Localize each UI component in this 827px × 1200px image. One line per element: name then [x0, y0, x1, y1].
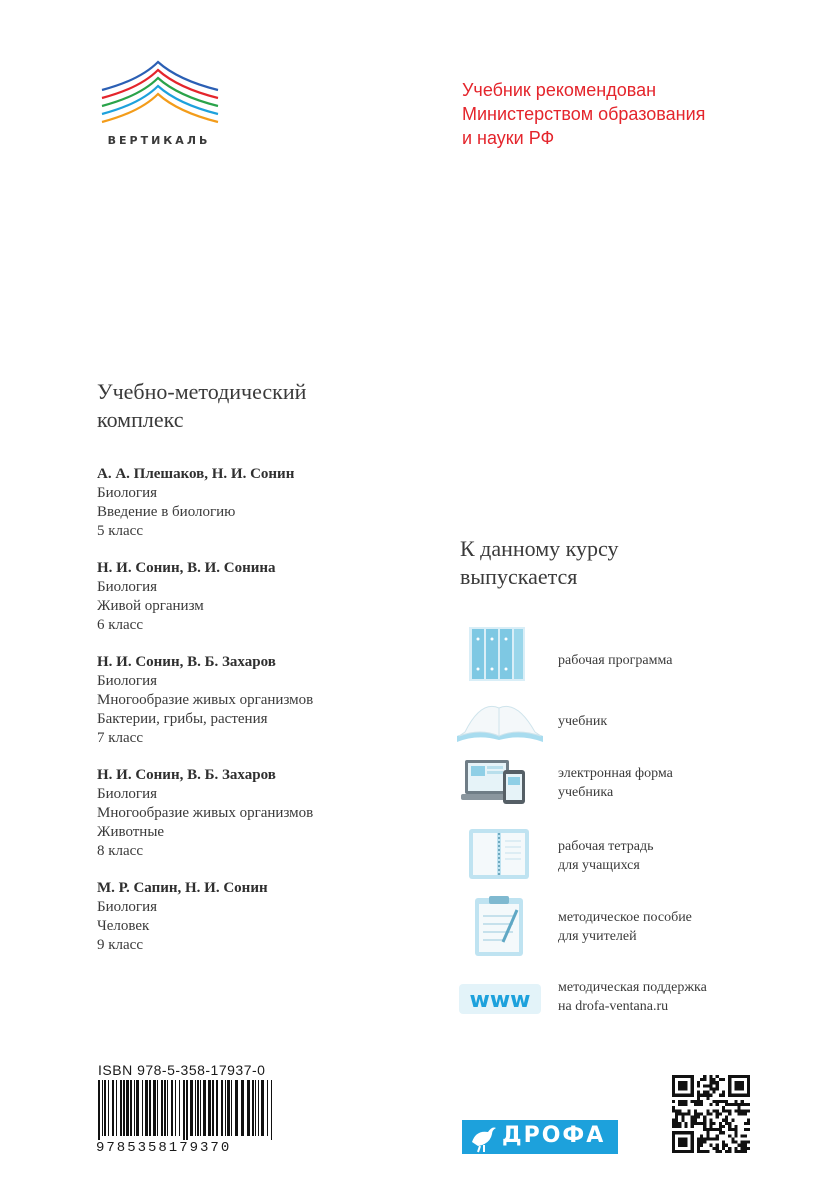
- course-item-label-line: рабочая программа: [558, 653, 673, 668]
- book-authors: А. А. Плешаков, Н. И. Сонин: [97, 466, 295, 482]
- book-entry: [97, 879, 417, 955]
- book-authors: Н. И. Сонин, В. Б. Захаров: [97, 654, 276, 670]
- qr-code-icon: [672, 1075, 750, 1153]
- recommendation-line: Учебник рекомендован: [462, 80, 657, 100]
- course-item-label: [558, 837, 654, 875]
- book-line: Биология: [97, 579, 158, 595]
- course-item: [455, 896, 795, 956]
- book-authors: Н. И. Сонин, В. И. Сонина: [97, 560, 276, 576]
- course-item-label-line: рабочая тетрадь: [558, 839, 654, 854]
- course-title: [460, 535, 619, 591]
- book-line: Введение в биологию: [97, 504, 236, 520]
- www-icon: [455, 970, 545, 1030]
- book-line: 8 класс: [97, 843, 143, 859]
- course-item: [455, 970, 795, 1030]
- book-line: Человек: [97, 918, 150, 934]
- book-line: Биология: [97, 786, 158, 802]
- course-item: [455, 825, 795, 885]
- course-item-label-line: электронная форма: [558, 766, 673, 781]
- barcode-digits: 9785358179370: [96, 1140, 232, 1156]
- course-item-label-line: методическая поддержка: [558, 980, 707, 995]
- course-item-label-line: учебник: [558, 714, 608, 729]
- book-line: Живой организм: [97, 598, 204, 614]
- bird-icon: [466, 1120, 500, 1154]
- course-item-label-line: на drofa-ventana.ru: [558, 999, 669, 1014]
- course-item-label-line: для учащихся: [558, 858, 640, 873]
- logo-text: ВЕРТИКАЛЬ: [107, 134, 211, 147]
- www-text: www: [469, 988, 531, 1013]
- barcode-icon: [98, 1080, 276, 1140]
- book-line: Биология: [97, 485, 158, 501]
- complex-title: [97, 378, 306, 434]
- devices-icon: [455, 756, 545, 816]
- course-item-label-line: учебника: [558, 785, 614, 800]
- book-line: Многообразие живых организмов: [97, 805, 314, 821]
- book-line: Биология: [97, 899, 158, 915]
- course-item-label-line: для учителей: [558, 929, 637, 944]
- program-icon: [455, 625, 545, 685]
- book-entry: [97, 465, 417, 541]
- course-item: [455, 625, 795, 685]
- book-line: 9 класс: [97, 937, 143, 953]
- clipboard-icon: [455, 896, 545, 956]
- book-entry: [97, 559, 417, 635]
- course-item-label: [558, 764, 673, 802]
- course-item-label: [558, 651, 672, 670]
- course-item-label: [558, 978, 707, 1016]
- book-list: [97, 465, 417, 973]
- recommendation-line: и науки РФ: [462, 128, 555, 148]
- book-line: Многообразие живых организмов: [97, 692, 314, 708]
- recommendation-line: Министерством образования: [462, 104, 706, 124]
- book-line: Биология: [97, 673, 158, 689]
- course-item: [455, 692, 795, 752]
- isbn-text: ISBN 978-5-358-17937-0: [98, 1062, 266, 1078]
- complex-title-line: Учебно-методический: [97, 379, 307, 404]
- publisher-logo: [462, 1120, 618, 1154]
- course-title-line: К данному курсу: [460, 536, 619, 561]
- vertikal-logo: [96, 60, 226, 150]
- recommendation-note: [462, 78, 782, 150]
- course-item: [455, 756, 795, 816]
- vertikal-logo-icon: [100, 60, 220, 130]
- book-line: Бактерии, грибы, растения: [97, 711, 268, 727]
- book-entry: [97, 653, 417, 748]
- course-item-label: [558, 908, 692, 946]
- book-line: Животные: [97, 824, 165, 840]
- book-authors: Н. И. Сонин, В. Б. Захаров: [97, 767, 276, 783]
- course-item-label: [558, 712, 607, 731]
- book-entry: [97, 766, 417, 861]
- book-line: 6 класс: [97, 617, 143, 633]
- complex-title-line: комплекс: [97, 407, 184, 432]
- book-line: 7 класс: [97, 730, 143, 746]
- workbook-icon: [455, 825, 545, 885]
- publisher-name: ДРОФА: [502, 1123, 606, 1148]
- book-line: 5 класс: [97, 523, 143, 539]
- course-title-line: выпускается: [460, 564, 578, 589]
- book-authors: М. Р. Сапин, Н. И. Сонин: [97, 880, 268, 896]
- book-icon: [455, 692, 545, 752]
- course-item-label-line: методическое пособие: [558, 910, 692, 925]
